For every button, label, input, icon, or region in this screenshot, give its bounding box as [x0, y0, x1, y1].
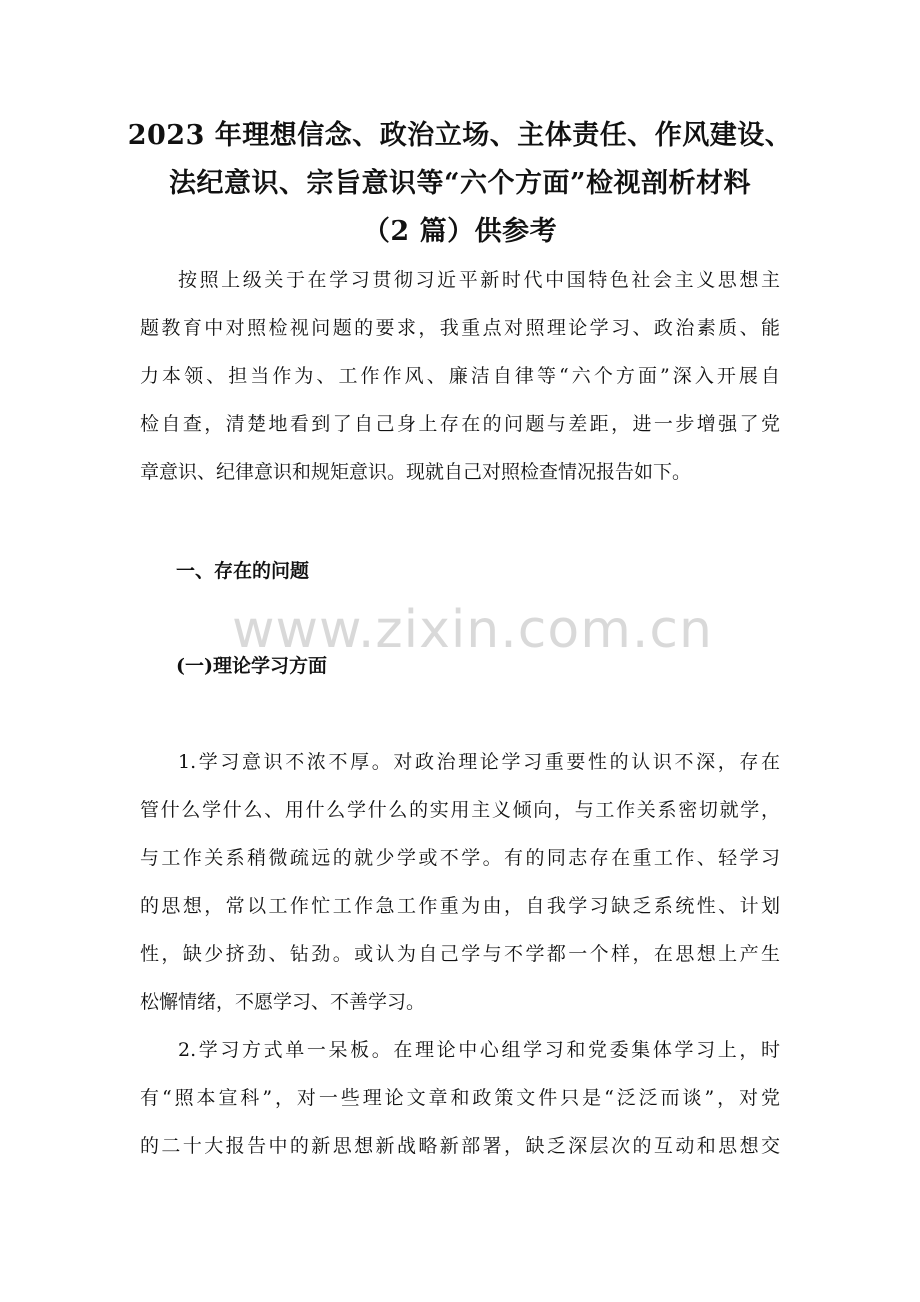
item-2-line: 有“照本宣科”，对一些理论文章和政策文件只是“泛泛而谈”，对党 [140, 1087, 780, 1109]
intro-line: 按照上级关于在学习贯彻习近平新时代中国特色社会主义思想主 [178, 269, 780, 291]
document-title-line-2: 法纪意识、宗旨意识等“六个方面”检视剖析材料 [168, 168, 752, 199]
item-1-line: 松懈情绪，不愿学习、不善学习。 [140, 991, 426, 1013]
item-2-line: 的二十大报告中的新思想新战略新部署，缺乏深层次的互动和思想交 [140, 1135, 780, 1157]
subsection-heading: (一)理论学习方面 [176, 655, 327, 677]
item-2-paragraph [140, 1026, 780, 1170]
document-title-line-3: （2 篇）供参考 [362, 216, 558, 247]
item-1-paragraph [140, 738, 780, 1026]
item-1-line: 管什么学什么、用什么学什么的实用主义倾向，与工作关系密切就学， [140, 799, 780, 821]
item-2-line: 2.学习方式单一呆板。在理论中心组学习和党委集体学习上，时 [178, 1039, 780, 1061]
item-1-line: 与工作关系稍微疏远的就少学或不学。有的同志存在重工作、轻学习 [140, 847, 780, 869]
document-title-line-1: 2023 年理想信念、政治立场、主体责任、作风建设、 [127, 120, 793, 151]
intro-line: 检自查，清楚地看到了自己身上存在的问题与差距，进一步增强了党 [140, 413, 780, 435]
watermark-text: www.zixin.com.cn [232, 600, 713, 660]
intro-line: 力本领、担当作为、工作作风、廉洁自律等“六个方面”深入开展自 [140, 365, 780, 387]
item-1-line: 1.学习意识不浓不厚。对政治理论学习重要性的认识不深，存在 [178, 751, 780, 773]
section-heading: 一、存在的问题 [176, 560, 310, 582]
intro-line: 题教育中对照检视问题的要求，我重点对照理论学习、政治素质、能 [140, 317, 780, 339]
item-1-line: 性，缺少挤劲、钻劲。或认为自己学与不学都一个样，在思想上产生 [140, 943, 780, 965]
intro-paragraph [140, 256, 780, 496]
item-1-line: 的思想，常以工作忙工作急工作重为由，自我学习缺乏系统性、计划 [140, 895, 780, 917]
intro-line: 章意识、纪律意识和规矩意识。现就自己对照检查情况报告如下。 [140, 461, 692, 483]
